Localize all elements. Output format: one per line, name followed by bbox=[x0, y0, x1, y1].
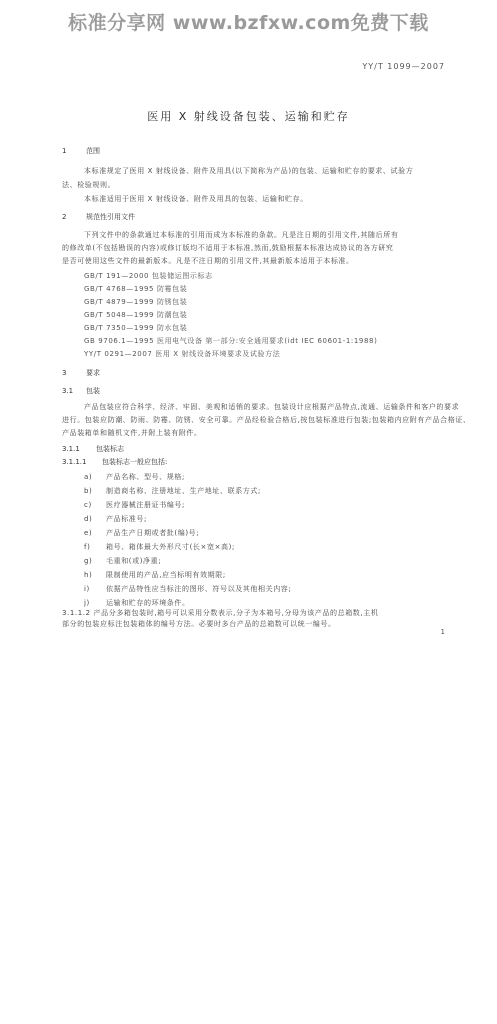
section-number: 3.1.1.1 bbox=[62, 458, 87, 466]
list-item bbox=[84, 514, 147, 524]
section-title: 范围 bbox=[86, 147, 100, 155]
list-item-text: 毛重和(或)净重; bbox=[106, 557, 162, 565]
list-item bbox=[84, 570, 226, 580]
list-item-text: 限制使用的产品,应当标明有效期限; bbox=[106, 571, 226, 579]
section-number: 3 bbox=[62, 369, 67, 377]
reference-item: GB/T 7350—1999 防水包装 bbox=[84, 324, 188, 332]
paragraph-line: 下列文件中的条款通过本标准的引用而成为本标准的条款。凡是注日期的引用文件,其随后所有 bbox=[84, 231, 399, 239]
list-item bbox=[84, 472, 185, 482]
section-title: 规范性引用文件 bbox=[86, 213, 135, 221]
list-item-text: 箱号、箱体最大外形尺寸(长×宽×高); bbox=[106, 543, 235, 551]
section-1-heading bbox=[62, 146, 100, 156]
section-number: 3.1.1 bbox=[62, 445, 80, 453]
list-item bbox=[84, 584, 291, 594]
list-marker: d) bbox=[84, 515, 93, 523]
section-title: 要求 bbox=[86, 369, 100, 377]
list-item-text: 产品标准号; bbox=[106, 515, 147, 523]
section-number: 3.1 bbox=[62, 387, 74, 395]
paragraph-line: 3.1.1.2 产品分多箱包装时,箱号可以采用分数表示,分子为本箱号,分母为该产品的总箱数,主机 bbox=[62, 609, 379, 617]
list-item bbox=[84, 486, 261, 496]
list-marker: a) bbox=[84, 473, 93, 481]
list-item bbox=[84, 556, 161, 566]
list-item-text: 制造商名称、注册地址、生产地址、联系方式; bbox=[106, 487, 261, 495]
section-3-1-1-heading bbox=[62, 444, 124, 454]
list-item bbox=[84, 598, 190, 608]
list-marker: f) bbox=[84, 543, 91, 551]
paragraph-line: 产品装箱单和随机文件,并附上装有附件。 bbox=[62, 429, 202, 437]
document-title: 医用 X 射线设备包装、运输和贮存 bbox=[147, 110, 350, 123]
list-item-text: 医疗器械注册证书编号; bbox=[106, 501, 185, 509]
section-3-1-heading bbox=[62, 386, 100, 396]
paragraph-line: 部分的包装应标注包装箱体的编号方法。必要时多台产品的总箱数可以统一编号。 bbox=[62, 620, 336, 628]
list-marker: i) bbox=[84, 585, 90, 593]
section-2-heading bbox=[62, 212, 135, 222]
list-item-text: 运输和贮存的环境条件。 bbox=[106, 599, 190, 607]
paragraph-line: 本标准适用于医用 X 射线设备、附件及用具的包装、运输和贮存。 bbox=[84, 195, 308, 203]
list-item-text: 依据产品特性应当标注的图形、符号以及其他相关内容; bbox=[106, 585, 292, 593]
reference-item: GB/T 4768—1995 防霉包装 bbox=[84, 285, 188, 293]
paragraph-line: 进行。包装应防潮、防雨、防霉、防锈、安全可靠。产品经检验合格后,按包装标准进行包装;包装箱内应附有产品合格证、 bbox=[62, 416, 471, 424]
list-marker: h) bbox=[84, 571, 93, 579]
reference-item: GB/T 4879—1999 防锈包装 bbox=[84, 298, 188, 306]
paragraph-line: 是否可使用这些文件的最新版本。凡是不注日期的引用文件,其最新版本适用于本标准。 bbox=[62, 257, 354, 265]
section-3-heading bbox=[62, 368, 100, 378]
watermark-banner: 标准分享网 www.bzfxw.com免费下载 bbox=[68, 12, 429, 34]
list-marker: g) bbox=[84, 557, 93, 565]
page-number: 1 bbox=[440, 628, 445, 636]
list-marker: c) bbox=[84, 501, 92, 509]
list-marker: j) bbox=[84, 599, 90, 607]
reference-item: GB/T 191—2000 包装储运图示标志 bbox=[84, 272, 213, 280]
list-marker: e) bbox=[84, 529, 93, 537]
section-number: 2 bbox=[62, 213, 67, 221]
reference-item: YY/T 0291—2007 医用 X 射线设备环境要求及试验方法 bbox=[84, 350, 281, 358]
paragraph-line: 本标准规定了医用 X 射线设备、附件及用具(以下简称为产品)的包装、运输和贮存的要求、试验方 bbox=[84, 167, 414, 175]
section-title: 包装标志一般应包括: bbox=[102, 458, 168, 466]
list-item-text: 产品名称、型号、规格; bbox=[106, 473, 185, 481]
reference-item: GB/T 5048—1999 防潮包装 bbox=[84, 311, 188, 319]
section-3-1-1-1-heading bbox=[62, 457, 167, 467]
section-title: 包装标志 bbox=[96, 445, 124, 453]
list-item-text: 产品生产日期或者批(编)号; bbox=[106, 529, 200, 537]
paragraph-line: 法、检验规则。 bbox=[62, 181, 116, 189]
list-item bbox=[84, 528, 199, 538]
paragraph-line: 产品包装应符合科学、经济、牢固、美观和适销的要求。包装设计应根据产品特点,流通、运输条件和客户的要求 bbox=[84, 403, 460, 411]
reference-item: GB 9706.1—1995 医用电气设备 第一部分:安全通用要求(idt IEC 60601-1:1988) bbox=[84, 337, 378, 345]
paragraph-line: 的修改单(不包括勘误的内容)或修订版均不适用于本标准,然而,鼓励根据本标准达成协议的各方研究 bbox=[62, 244, 394, 252]
list-marker: b) bbox=[84, 487, 93, 495]
list-item bbox=[84, 542, 235, 552]
standard-number: YY/T 1099—2007 bbox=[362, 62, 445, 71]
section-title: 包装 bbox=[86, 387, 100, 395]
section-number: 1 bbox=[62, 147, 67, 155]
list-item bbox=[84, 500, 185, 510]
